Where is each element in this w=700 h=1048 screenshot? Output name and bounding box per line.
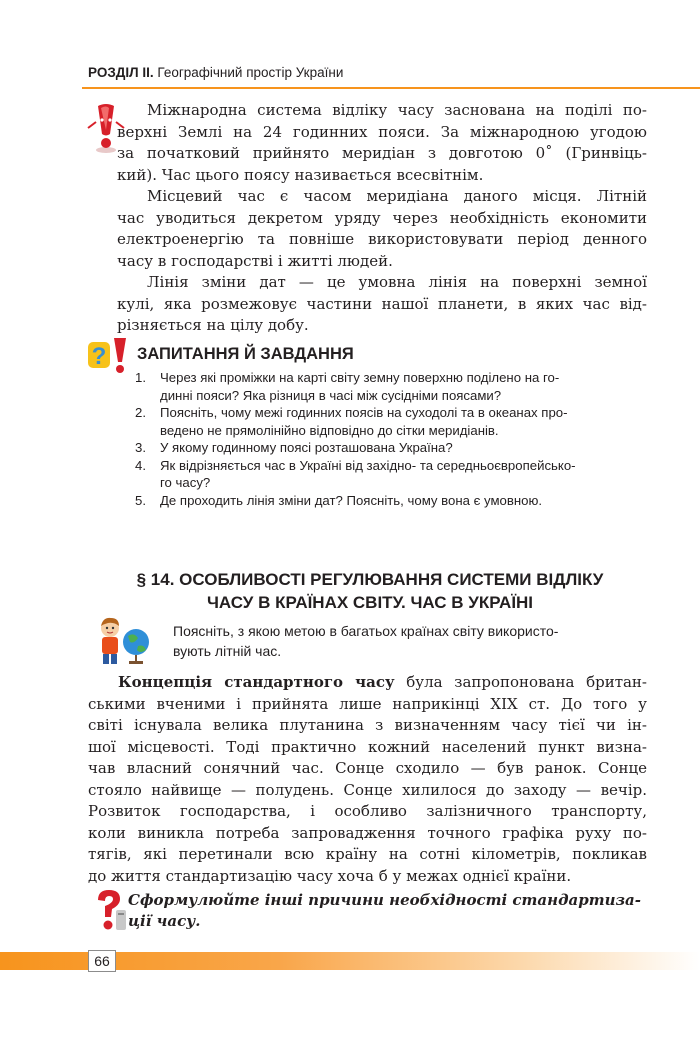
question-line: Поясніть, чому межі годинних поясів на суходолі та в океанах про- <box>160 405 568 420</box>
text-line <box>88 672 647 694</box>
question-mark-icon <box>92 888 128 934</box>
question-number: 1. <box>135 370 146 385</box>
boy-with-globe-icon <box>94 616 156 666</box>
section-title-line: § 14. ОСОБЛИВОСТІ РЕГУЛЮВАННЯ СИСТЕМИ ВІДЛІКУ <box>136 570 604 589</box>
task-line: Сформулюйте інші причини необхідності стандартиза- <box>128 891 641 909</box>
question-line: Як відрізняється час в Україні від західно- та середньоєвропейсько- <box>160 457 576 473</box>
text-line: Міжнародна система відліку часу заснована на поділі по- <box>147 101 647 119</box>
question-item <box>135 439 647 457</box>
section-title-line: ЧАСУ В КРАЇНАХ СВІТУ. ЧАС В УКРАЇНІ <box>206 593 534 612</box>
question-item <box>135 404 647 439</box>
question-number: 2. <box>135 405 146 420</box>
text-line: чав власний сонячний час. Сонце сходило — був ранок. Сонце <box>88 759 647 777</box>
text-line: різняється на цілу добу. <box>117 316 309 334</box>
text-line: світі існувала велика плутанина з визначенням часу тієї чи ін- <box>88 716 647 734</box>
text-line: за початковий прийнято меридіан з довготою 0˚ (Гринвіць- <box>117 144 647 162</box>
text-line: часу в господарстві і житті людей. <box>117 251 393 270</box>
header-section: РОЗДІЛ ІІ. <box>88 65 154 80</box>
question-exclamation-icon <box>86 336 134 376</box>
term-bold: Концепція стандартного часу <box>118 673 395 691</box>
text-line: тягів, які перетинали всю країну на сотні кілометрів, покликав <box>88 845 647 863</box>
questions-title: ЗАПИТАННЯ Й ЗАВДАННЯ <box>137 345 354 363</box>
question-line: У якому годинному поясі розташована Україна? <box>160 440 453 455</box>
question-line: Через які проміжки на карті світу земну поверхню поділено на го- <box>160 370 560 385</box>
intro-question <box>173 621 648 661</box>
task-instruction <box>128 890 648 932</box>
question-line: го часу? <box>160 475 211 490</box>
question-line: Де проходить лінія зміни дат? Поясніть, чому вона є умовною. <box>160 492 543 508</box>
question-number: 3. <box>135 440 146 455</box>
task-line: ції часу. <box>128 912 201 930</box>
running-header <box>88 65 648 80</box>
question-item <box>135 492 647 510</box>
text-line: шої місцевості. Тоді практично кожний населений пункт визна- <box>88 737 647 756</box>
text-line: Місцевий час є часом меридіана даного місця. Літній <box>147 187 647 205</box>
svg-text:?: ? <box>91 343 107 370</box>
text-line: верхні Землі на 24 годинних пояси. За міжнародною угодою <box>117 122 647 141</box>
text-line: кий). Час цього поясу називається всесвітнім. <box>117 165 484 184</box>
text-fragment: була запропонована британ- <box>394 673 648 691</box>
text-line: ськими вченими і прийнята лише наприкінці XIX ст. До того у <box>88 694 647 713</box>
standard-time-paragraph <box>88 672 647 887</box>
text-line: Лінія зміни дат — це умовна лінія на поверхні земної <box>147 273 647 291</box>
page-number: 66 <box>88 950 116 972</box>
questions-list <box>135 369 647 509</box>
header-rule <box>82 87 700 89</box>
question-number: 5. <box>135 492 146 508</box>
definitions-paragraphs <box>117 100 647 337</box>
text-line: час уводиться декретом уряду через необхідність економити <box>117 208 647 227</box>
text-line: кулі, яка розмежовує частини нашої планети, в яких час від- <box>117 294 647 313</box>
text-line: до життя стандартизацію часу хоча б у межах однієї країни. <box>88 866 572 885</box>
text-line: стояло найвище — полудень. Сонце хилилося до заходу — вечір. <box>88 780 647 799</box>
text-line: електроенергію та повніше використовувати період денного <box>117 230 647 248</box>
question-line: динні пояси? Яка різниця в часі між сусідніми поясами? <box>160 387 502 403</box>
text-line: коли виникла потреба запровадження точного графіка руху по- <box>88 823 647 842</box>
header-subtitle: Географічний простір України <box>157 65 344 80</box>
text-line: Розвиток господарства, і особливо залізничного транспорту, <box>88 802 647 820</box>
question-line: ведено не прямолінійно відповідно до сітки меридіанів. <box>160 422 499 438</box>
question-item <box>135 369 647 404</box>
question-number: 4. <box>135 457 146 473</box>
question-item <box>135 457 647 492</box>
section-title <box>80 568 660 614</box>
intro-line: Поясніть, з якою метою в багатьох країнах світу використо- <box>173 623 559 639</box>
intro-line: вують літній час. <box>173 643 282 659</box>
